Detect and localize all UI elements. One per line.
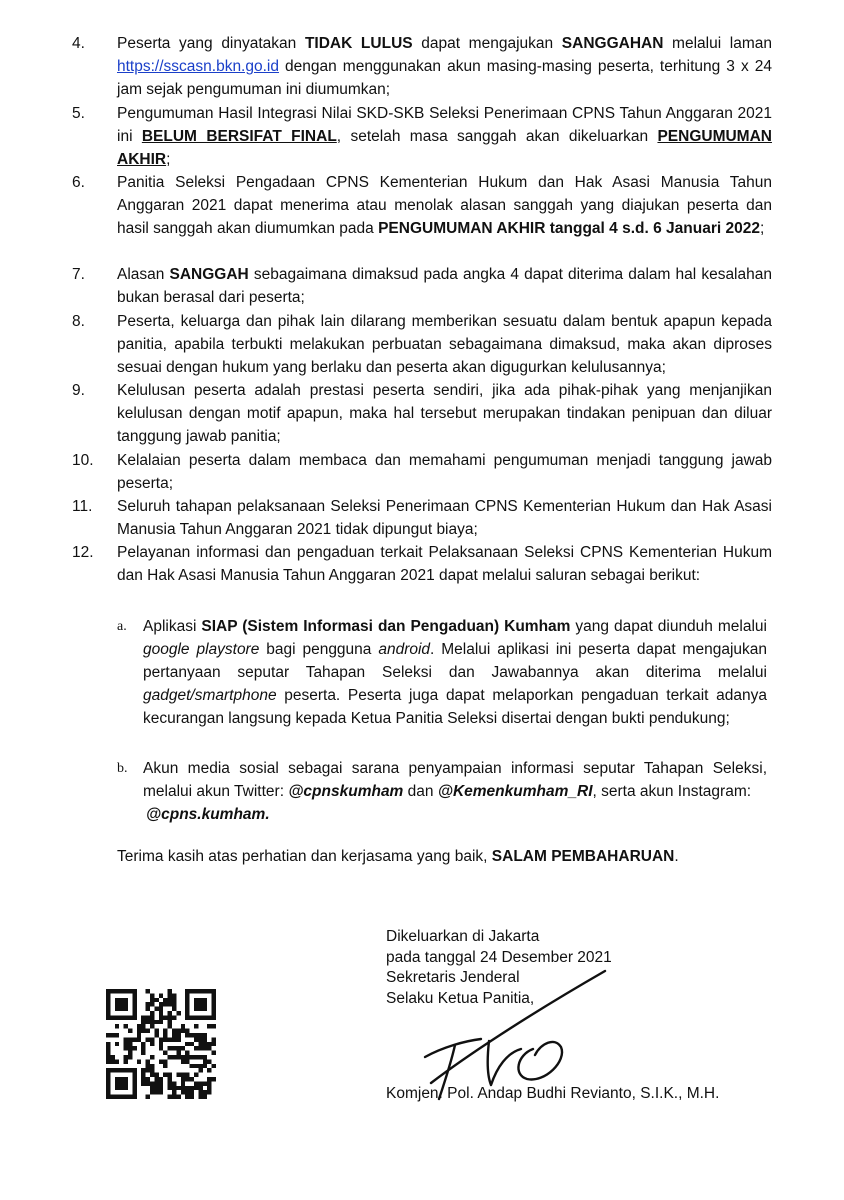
signer-name: Komjen. Pol. Andap Budhi Revianto, S.I.K., M.H. <box>386 1085 720 1102</box>
sub-list-text: Akun media sosial sebagai sarana penyampaian informasi seputar Tahapan Seleksi, melalui akun Twitter: @cpnskumham dan @Kemenkumham_RI, serta akun Instagram: @cpns.kumham. <box>143 757 767 826</box>
list-text: Alasan SANGGAH sebagaimana dimaksud pada angka 4 dapat diterima dalam hal kesalahan bukan berasal dari peserta; <box>117 266 772 306</box>
list-item-12 <box>72 541 772 587</box>
list-number: 7. <box>72 266 85 283</box>
list-text: Kelalaian peserta dalam membaca dan memahami pengumuman menjadi tanggung jawab peserta; <box>117 452 772 492</box>
sub-list-letter: a. <box>117 619 127 634</box>
list-item-8 <box>72 310 772 379</box>
list-item-10 <box>72 449 772 495</box>
list-item-9 <box>72 379 772 448</box>
list-item-7 <box>72 263 772 309</box>
issued-date: pada tanggal 24 Desember 2021 <box>386 948 612 966</box>
list-text: Peserta, keluarga dan pihak lain dilarang memberikan sesuatu dalam bentuk apapun kepada panitia, apabila terbukti melakukan perbuatan sebagaimana dimaksud, maka akan diproses sesuai dengan hukum yang berlaku dan peserta akan digugurkan kelulusannya; <box>117 313 772 376</box>
issued-place: Dikeluarkan di Jakarta <box>386 928 540 945</box>
sub-item-b <box>117 757 767 826</box>
twitter-handle-kemenkumham: @Kemenkumham_RI <box>437 783 593 800</box>
sub-list-letter: b. <box>117 761 128 776</box>
closing-line: Terima kasih atas perhatian dan kerjasama yang baik, SALAM PEMBAHARUAN. <box>117 848 679 865</box>
list-number: 9. <box>72 382 85 399</box>
sub-list-text: Aplikasi SIAP (Sistem Informasi dan Pengaduan) Kumham yang dapat diunduh melalui google playstore bagi pengguna android. Melalui aplikasi ini peserta dapat mengajukan pertanyaan seputar Tahapan Seleksi dan Jawabannya akan diterima melalui gadget/smartphone peserta. Peserta juga dapat melaporkan pengaduan terkait adanya kecurangan langsung kepada Ketua Panitia Seleksi disertai dengan bukti pendukung; <box>143 618 768 727</box>
signer-title: Sekretaris Jenderal <box>386 969 520 986</box>
list-item-11 <box>72 495 772 541</box>
twitter-handle-cpnskumham: @cpnskumham <box>288 783 404 800</box>
list-number: 4. <box>72 35 85 52</box>
list-number: 10. <box>72 452 94 469</box>
list-text: Pelayanan informasi dan pengaduan terkait Pelaksanaan Seleksi CPNS Kementerian Hukum dan Hak Asasi Manusia Tahun Anggaran 2021 dapat melalui saluran sebagai berikut: <box>117 544 772 584</box>
list-item-4 <box>72 32 772 101</box>
list-text: Seluruh tahapan pelaksanaan Seleksi Penerimaan CPNS Kementerian Hukum dan Hak Asasi Manusia Tahun Anggaran 2021 tidak dipungut biaya; <box>117 498 772 538</box>
signer-role: Selaku Ketua Panitia, <box>386 989 535 1007</box>
instagram-handle: @cpns.kumham. <box>146 806 270 823</box>
qr-code-icon <box>106 989 216 1099</box>
list-text: Peserta yang dinyatakan TIDAK LULUS dapat mengajukan SANGGAHAN melalui laman https://sscasn.bkn.go.id dengan menggunakan akun masing-masing peserta, terhitung 3 x 24 jam sejak pengumuman ini diumumkan; <box>117 35 773 98</box>
list-text: Kelulusan peserta adalah prestasi peserta sendiri, jika ada pihak-pihak yang menjanjikan kelulusan dengan motif apapun, maka hal tersebut merupakan tindakan penipuan dan diluar tanggung jawab panitia; <box>117 382 772 445</box>
list-number: 5. <box>72 105 85 122</box>
list-text: Panitia Seleksi Pengadaan CPNS Kementerian Hukum dan Hak Asasi Manusia Tahun Anggaran 2021 dapat menerima atau menolak alasan sanggah yang diajukan peserta dan hasil sanggah akan diumumkan pada PENGUMUMAN AKHIR tanggal 4 s.d. 6 Januari 2022; <box>117 174 772 237</box>
sub-item-a <box>117 615 767 730</box>
list-text: Pengumuman Hasil Integrasi Nilai SKD-SKB Seleksi Penerimaan CPNS Tahun Anggaran 2021 ini BELUM BERSIFAT FINAL, setelah masa sanggah akan dikeluarkan PENGUMUMAN AKHIR; <box>117 105 772 168</box>
list-number: 12. <box>72 544 94 561</box>
list-number: 8. <box>72 313 85 330</box>
sscasn-link[interactable]: https://sscasn.bkn.go.id <box>117 58 279 75</box>
list-item-5 <box>72 102 772 171</box>
list-number: 6. <box>72 174 85 191</box>
list-item-6 <box>72 171 772 240</box>
list-number: 11. <box>72 498 93 515</box>
